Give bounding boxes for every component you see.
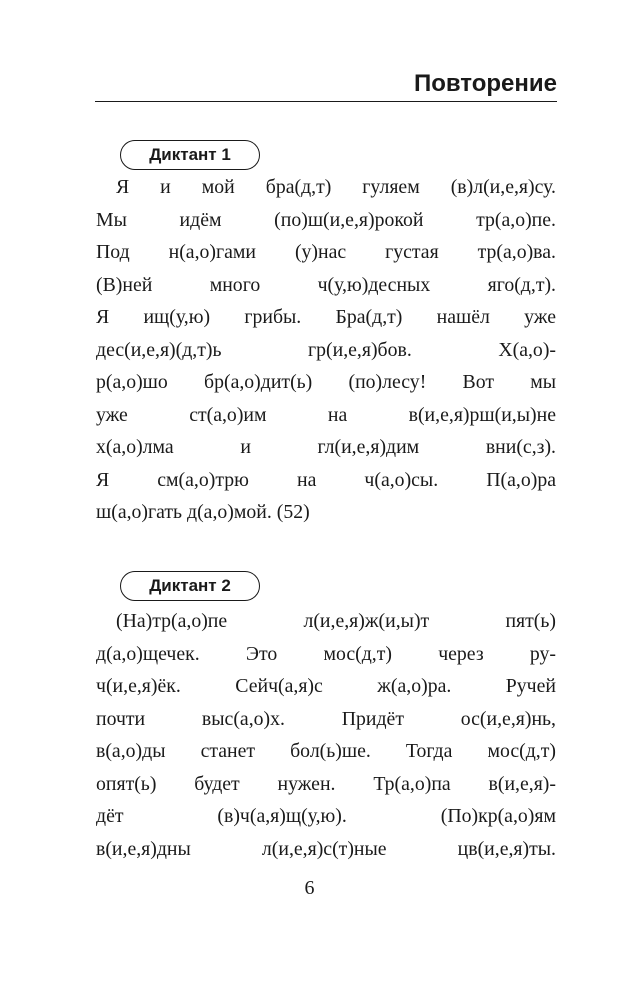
text-line: Под н(а,о)гами (у)нас густая тр(а,о)ва. [96, 241, 556, 263]
page-title: Повторение [413, 70, 557, 97]
page-number: 6 [304, 877, 315, 899]
text-line: опят(ь) будет нужен. Тр(а,о)па в(и,е,я)- [96, 772, 556, 795]
text-line: р(а,о)шо бр(а,о)дит(ь) (по)лесу! Вот мы [96, 371, 556, 393]
text-line: (В)ней много ч(у,ю)десных яго(д,т). [96, 273, 556, 296]
text-line: дёт (в)ч(а,я)щ(у,ю). (По)кр(а,о)ям [96, 805, 556, 827]
text-line: х(а,о)лма и гл(и,е,я)дим вни(с,з). [96, 436, 556, 458]
dictation-1-label: Диктант 1 [120, 140, 260, 170]
text-line: дес(и,е,я)(д,т)ь гр(и,е,я)бов. Х(а,о)- [96, 338, 556, 361]
text-line: Я и мой бра(д,т) гуляем (в)л(и,е,я)су. [116, 176, 556, 198]
text-line: в(а,о)ды станет бол(ь)ше. Тогда мос(д,т) [96, 740, 556, 762]
text-line: уже ст(а,о)им на в(и,е,я)рш(и,ы)не [96, 403, 556, 426]
text-line: в(и,е,я)дны л(и,е,я)с(т)ные цв(и,е,я)ты. [96, 837, 556, 860]
text-line: Я ищ(у,ю) грибы. Бра(д,т) нашёл уже [96, 306, 556, 328]
text-line: ш(а,о)гать д(а,о)мой. (52) [96, 501, 310, 523]
text-line: Мы идём (по)ш(и,е,я)рокой тр(а,о)пе. [96, 208, 556, 231]
text-line: ч(и,е,я)ёк. Сейч(а,я)с ж(а,о)ра. Ручей [96, 675, 556, 697]
text-line: (На)тр(а,о)пе л(и,е,я)ж(и,ы)т пят(ь) [116, 610, 556, 632]
dictation-1-text [96, 171, 556, 529]
text-line: почти выс(а,о)х. Придёт ос(и,е,я)нь, [96, 707, 556, 730]
text-line: Я см(а,о)трю на ч(а,о)сы. П(а,о)ра [96, 468, 556, 491]
dictation-2-text [96, 605, 556, 865]
dictation-2-label: Диктант 2 [120, 571, 260, 601]
header-divider [95, 101, 557, 102]
text-line: д(а,о)щечек. Это мос(д,т) через ру- [96, 642, 556, 665]
